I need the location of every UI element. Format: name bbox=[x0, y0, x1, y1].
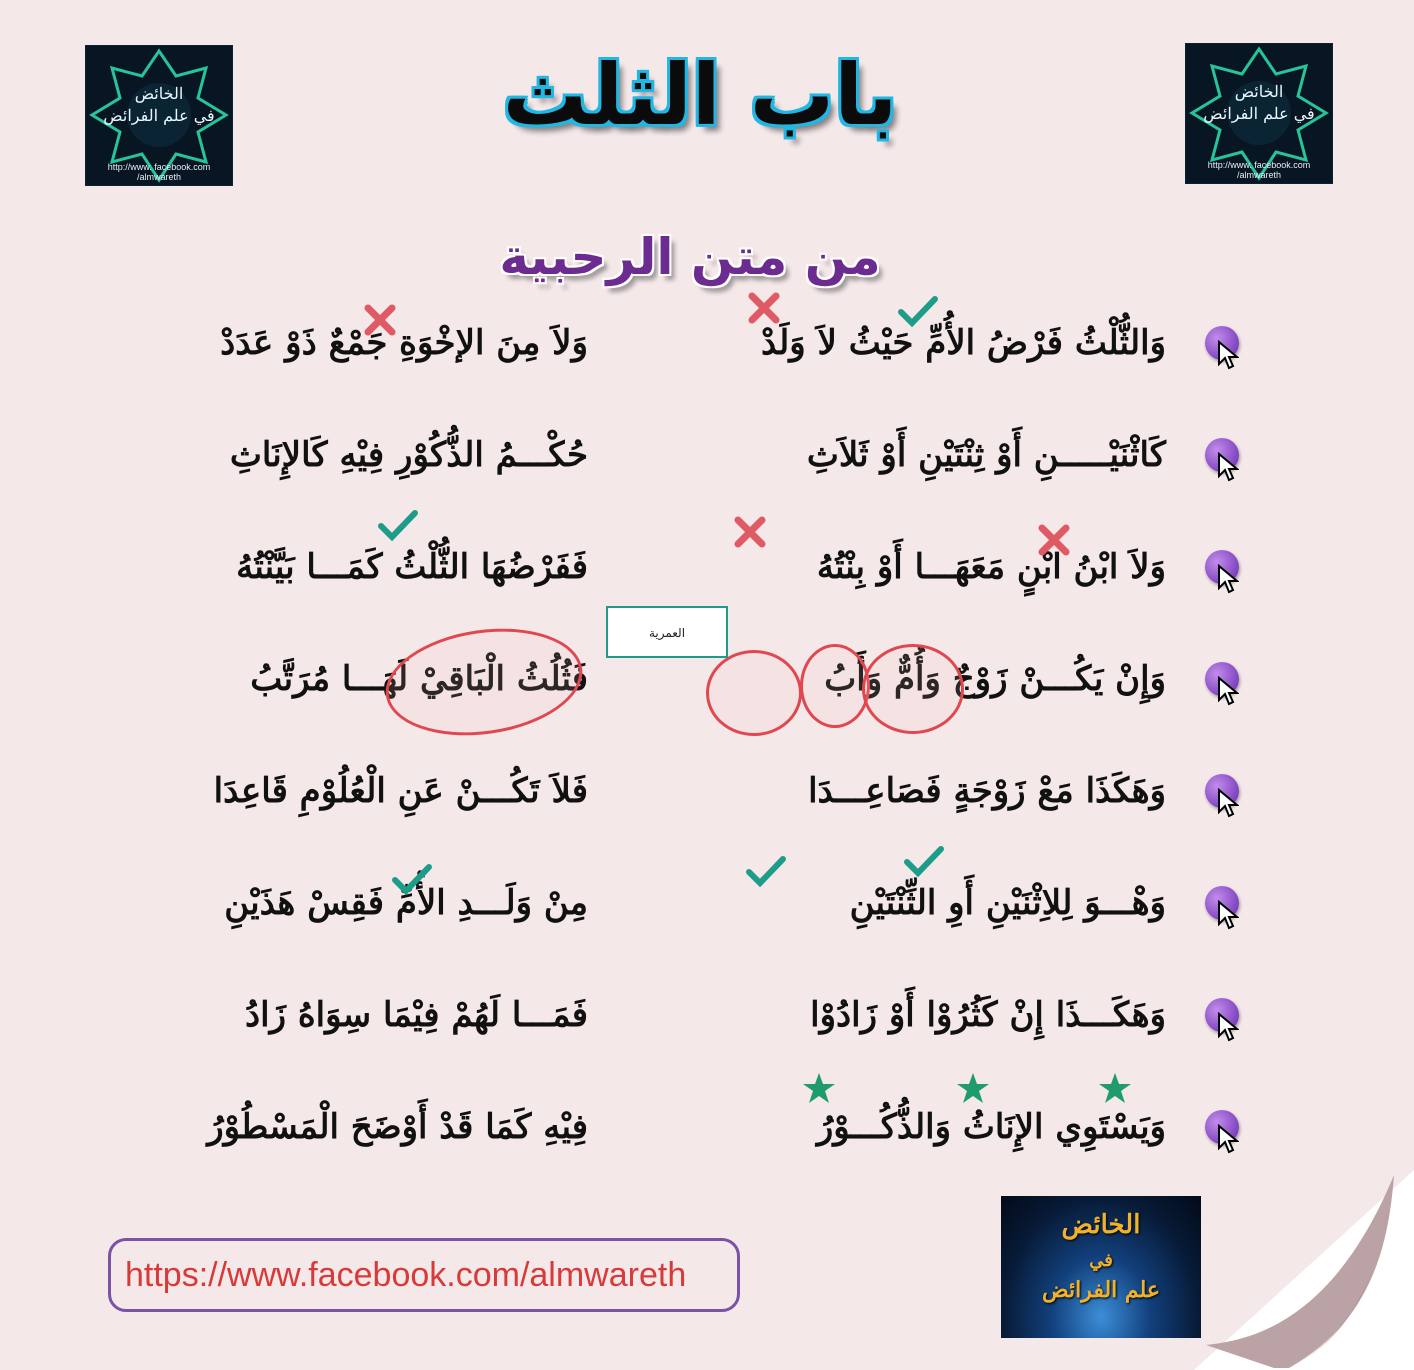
page-curl bbox=[1194, 1170, 1414, 1370]
cross-icon bbox=[734, 516, 766, 548]
logo-top-right-line1: الخائض bbox=[1234, 82, 1284, 101]
logo-top-left-line1: الخائض bbox=[134, 84, 184, 103]
verse-4-first-half: وَإِنْ يَكُـــنْ زَوْجٌ وَأُمٌّ وَأَبُ bbox=[824, 659, 1166, 699]
verse-row-5 bbox=[0, 746, 1414, 856]
facebook-url-link[interactable]: https://www.facebook.com/almwareth bbox=[108, 1238, 740, 1312]
check-icon bbox=[378, 510, 418, 542]
logo-bottom-line3: علم الفرائض bbox=[1042, 1277, 1160, 1303]
logo-top-right-line2: في علم الفرائض bbox=[1203, 104, 1315, 123]
star-icon bbox=[1098, 1072, 1132, 1104]
check-icon bbox=[898, 296, 938, 328]
logo-top-right bbox=[1185, 43, 1333, 184]
cursor-icon bbox=[1217, 340, 1239, 370]
star-icon bbox=[802, 1072, 836, 1104]
highlight-circle-father bbox=[706, 650, 802, 736]
verse-3-second-half: فَفَرْضُهَا الثُّلْثُ كَمَـــا بَيَّنْتُهُ bbox=[236, 547, 588, 587]
logo-bottom-line1: الخائض bbox=[1061, 1210, 1141, 1240]
verse-2-second-half: حُكْـــمُ الذُّكُوْرِ فِيْهِ كَالإِنَاثِ bbox=[229, 435, 588, 475]
verse-8-second-half: فِيْهِ كَمَا قَدْ أَوْضَحَ الْمَسْطُوْرُ bbox=[207, 1107, 588, 1147]
verse-2-first-half: كَاثْنَيْـــــنِ أَوْ ثِنْتَيْنِ أَوْ ثَلاَثِ bbox=[806, 435, 1166, 475]
verse-7-second-half: فَمَـــا لَهُمْ فِيْمَا سِوَاهُ زَادُ bbox=[244, 995, 588, 1035]
logo-top-left-line2: في علم الفرائض bbox=[103, 106, 215, 125]
page-title: باب الثلث bbox=[502, 46, 898, 144]
cross-icon bbox=[1038, 524, 1070, 556]
verse-8-first-half: وَيَسْتَوِي الإِنَاثُ وَالذُّكُـــوْرُ bbox=[816, 1107, 1166, 1147]
verse-7-first-half: وَهَكَـــذَا إِنْ كَثُرُوْا أَوْ زَادُوْا bbox=[810, 995, 1166, 1035]
logo-top-left-url: http://www. facebook.com /almwareth bbox=[107, 162, 211, 182]
check-icon bbox=[392, 864, 432, 896]
verse-6-second-half: مِنْ وَلَـــدِ الأُمِّ فَقِسْ هَذَيْنِ bbox=[224, 883, 588, 923]
cursor-icon bbox=[1217, 676, 1239, 706]
logo-bottom bbox=[1001, 1196, 1201, 1338]
verse-row-6 bbox=[0, 858, 1414, 968]
highlight-circle-husband bbox=[862, 644, 964, 734]
verse-1-second-half: وَلاَ مِنَ الإخْوَةِ جَمْعٌ ذَوْ عَدَدْ bbox=[220, 323, 588, 363]
cursor-icon bbox=[1217, 452, 1239, 482]
verse-5-first-half: وَهَكَذَا مَعْ زَوْجَةٍ فَصَاعِـــدَا bbox=[808, 771, 1166, 811]
cursor-icon bbox=[1217, 788, 1239, 818]
verse-row-1 bbox=[0, 298, 1414, 408]
verse-4-second-half: فَثُلُثُ الْبَاقِيْ لَهَـــا مُرَتَّبُ bbox=[250, 659, 588, 699]
verse-5-second-half: فَلاَ تَكُـــنْ عَنِ الْعُلُوْمِ قَاعِدَا bbox=[213, 771, 588, 811]
page-subtitle: من متن الرحبية bbox=[499, 228, 881, 286]
check-icon bbox=[904, 846, 944, 878]
label-umariyya: العمرية bbox=[606, 606, 728, 658]
logo-top-right-url: http://www. facebook.com /almwareth bbox=[1207, 160, 1311, 180]
check-icon bbox=[746, 856, 786, 888]
verse-3-first-half: وَلاَ ابْنُ ابْنٍ مَعَهَـــا أَوْ بِنْتُهُ bbox=[816, 547, 1166, 587]
cross-icon bbox=[748, 292, 780, 324]
cursor-icon bbox=[1217, 1124, 1239, 1154]
verse-row-8 bbox=[0, 1082, 1414, 1192]
verse-1-first-half: وَالثُّلْثُ فَرْضُ الأُمِّ حَيْثُ لاَ وَلَدْ bbox=[761, 323, 1166, 363]
cursor-icon bbox=[1217, 1012, 1239, 1042]
verse-row-7 bbox=[0, 970, 1414, 1080]
verse-row-2 bbox=[0, 410, 1414, 520]
cross-icon bbox=[364, 304, 396, 336]
cursor-icon bbox=[1217, 900, 1239, 930]
highlight-circle-mother bbox=[800, 644, 870, 728]
star-icon bbox=[956, 1072, 990, 1104]
logo-bottom-line2: في bbox=[1089, 1250, 1113, 1271]
verse-6-first-half: وَهْـــوَ لِلاِثْنَيْنِ أَوِ الثِّنْتَيْنِ bbox=[849, 883, 1166, 923]
logo-top-left bbox=[85, 45, 233, 186]
cursor-icon bbox=[1217, 564, 1239, 594]
